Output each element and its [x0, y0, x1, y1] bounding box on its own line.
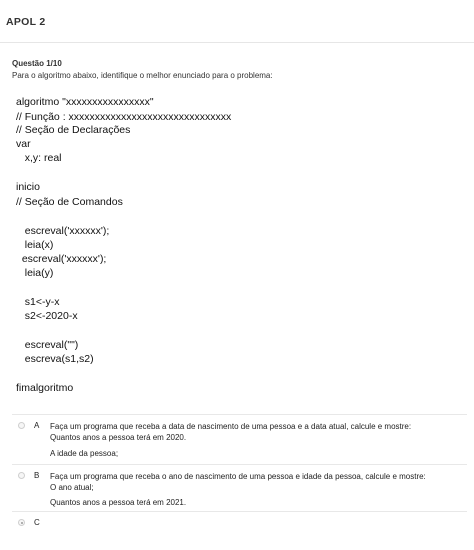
- option-b-letter: B: [34, 471, 40, 480]
- code-line: // Seção de Comandos: [16, 196, 123, 208]
- option-a-line: Faça um programa que receba a data de nascimento de uma pessoa e a data atual, calcule e mostre:: [50, 422, 412, 431]
- code-line: escreval('xxxxxx');: [16, 225, 110, 237]
- option-c-radio[interactable]: [18, 519, 25, 526]
- option-a[interactable]: [12, 420, 467, 466]
- code-line: x,y: real: [16, 152, 62, 164]
- option-divider: [12, 511, 467, 512]
- option-b-line: Quantos anos a pessoa terá em 2021.: [50, 498, 187, 507]
- option-a-radio[interactable]: [18, 422, 25, 429]
- page-header: [0, 0, 474, 43]
- code-line: algoritmo "xxxxxxxxxxxxxxxx": [16, 96, 154, 108]
- code-line: fimalgoritmo: [16, 382, 74, 394]
- option-c-letter: C: [34, 518, 40, 527]
- question-number: Questão 1/10: [12, 59, 62, 68]
- code-line: // Função : xxxxxxxxxxxxxxxxxxxxxxxxxxxxxxx: [16, 111, 232, 123]
- option-a-line: A idade da pessoa;: [50, 449, 119, 458]
- code-line: leia(y): [16, 267, 54, 279]
- option-b-radio[interactable]: [18, 472, 25, 479]
- code-line: inicio: [16, 181, 40, 193]
- option-divider: [12, 414, 467, 415]
- code-line: leia(x): [16, 239, 54, 251]
- page-title: APOL 2: [6, 16, 46, 28]
- code-line: escreval('xxxxxx');: [16, 253, 107, 265]
- code-line: s1<-y-x: [16, 296, 60, 308]
- option-b[interactable]: [12, 470, 467, 512]
- code-line: escreva(s1,s2): [16, 353, 94, 365]
- option-b-line: Faça um programa que receba o ano de nascimento de uma pessoa e idade da pessoa, calcule e mostre:: [50, 472, 426, 481]
- question-statement: Para o algoritmo abaixo, identifique o melhor enunciado para o problema:: [12, 71, 273, 80]
- option-divider: [12, 464, 467, 465]
- option-a-line: Quantos anos a pessoa terá em 2020.: [50, 433, 187, 442]
- option-c[interactable]: [12, 517, 467, 537]
- option-b-line: O ano atual;: [50, 483, 94, 492]
- code-line: var: [16, 138, 31, 150]
- option-a-letter: A: [34, 421, 40, 430]
- code-line: s2<-2020-x: [16, 310, 78, 322]
- code-line: escreval(""): [16, 339, 79, 351]
- code-line: // Seção de Declarações: [16, 124, 131, 136]
